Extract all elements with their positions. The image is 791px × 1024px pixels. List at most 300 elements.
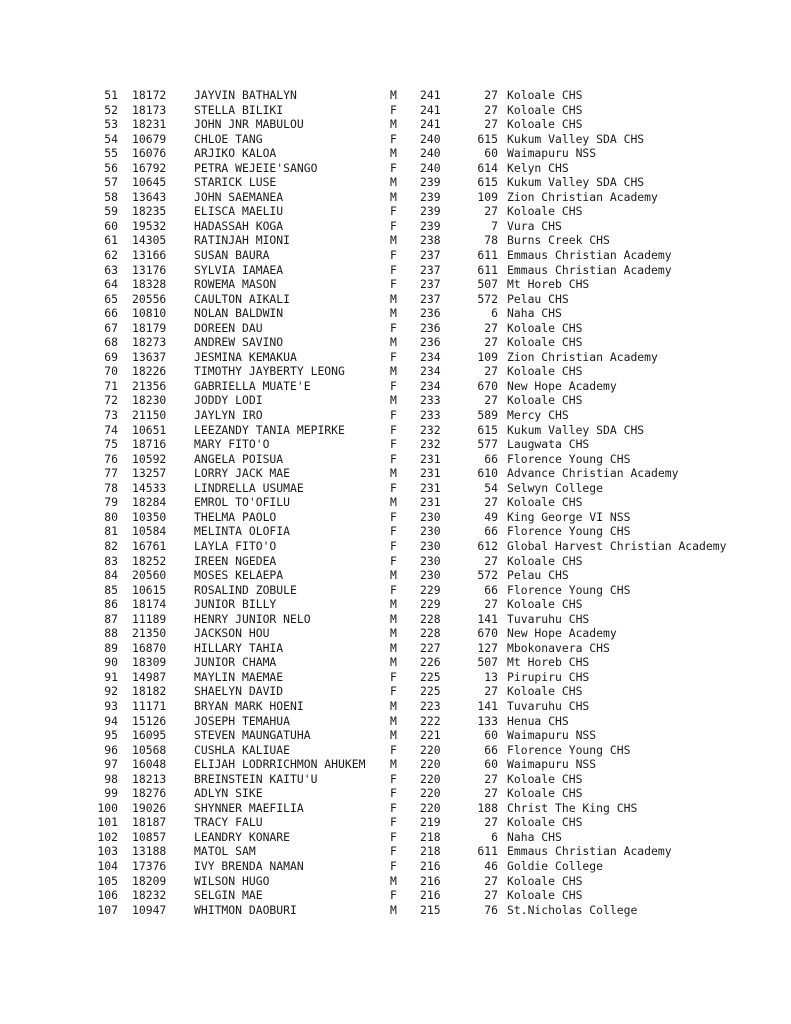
cell-team-name: Koloale CHS <box>507 684 583 699</box>
cell-bib: 20560 <box>132 568 167 583</box>
cell-rank: 104 <box>97 858 118 873</box>
cell-team-name: King George VI NSS <box>507 509 631 524</box>
cell-bib: 18187 <box>132 815 167 830</box>
cell-score: 229 <box>420 582 441 597</box>
results-table-body <box>88 88 726 917</box>
cell-name: HILLARY TAHIA <box>194 640 284 655</box>
cell-name: CHLOE TANG <box>194 131 263 146</box>
cell-bib: 15126 <box>132 713 167 728</box>
cell-rank: 87 <box>104 611 118 626</box>
cell-team-name: Goldie College <box>507 858 604 873</box>
cell-team-name: Koloale CHS <box>507 393 583 408</box>
cell-team-name: Koloale CHS <box>507 88 583 102</box>
table-row <box>88 161 726 176</box>
cell-score: 237 <box>420 291 441 306</box>
cell-bib: 16792 <box>132 160 167 175</box>
cell-team-name: Kelyn CHS <box>507 160 569 175</box>
cell-bib: 18235 <box>132 204 167 219</box>
table-row <box>88 641 726 656</box>
cell-team-name: Waimapuru NSS <box>507 146 597 161</box>
table-row <box>88 292 726 307</box>
cell-rank: 73 <box>104 408 118 423</box>
cell-rank: 60 <box>104 218 118 233</box>
cell-score: 225 <box>420 669 441 684</box>
cell-sex: F <box>390 102 397 117</box>
cell-rank: 51 <box>104 88 118 102</box>
cell-team-name: Emmaus Christian Academy <box>507 262 672 277</box>
cell-rank: 64 <box>104 277 118 292</box>
cell-rank: 65 <box>104 291 118 306</box>
cell-team-name: Christ The King CHS <box>507 800 638 815</box>
cell-team-number: 27 <box>484 815 498 830</box>
cell-bib: 18209 <box>132 873 167 888</box>
cell-team-number: 66 <box>484 524 498 539</box>
cell-name: LEANDRY KONARE <box>194 829 291 844</box>
cell-team-number: 6 <box>491 306 498 321</box>
cell-rank: 80 <box>104 509 118 524</box>
cell-name: EMROL TO'OFILU <box>194 495 291 510</box>
cell-team-name: Naha CHS <box>507 306 562 321</box>
cell-team-number: 27 <box>484 495 498 510</box>
cell-rank: 99 <box>104 786 118 801</box>
cell-bib: 13643 <box>132 189 167 204</box>
cell-sex: M <box>390 466 397 481</box>
cell-team-number: 612 <box>477 538 498 553</box>
cell-team-number: 76 <box>484 902 498 917</box>
cell-team-name: Emmaus Christian Academy <box>507 844 672 859</box>
cell-team-number: 589 <box>477 408 498 423</box>
cell-sex: F <box>390 262 397 277</box>
cell-score: 220 <box>420 757 441 772</box>
cell-team-name: Pirupiru CHS <box>507 669 590 684</box>
cell-bib: 18231 <box>132 117 167 132</box>
cell-name: MOSES KELAEPA <box>194 568 284 583</box>
cell-score: 220 <box>420 771 441 786</box>
cell-rank: 107 <box>97 902 118 917</box>
cell-score: 220 <box>420 786 441 801</box>
table-row <box>88 437 726 452</box>
cell-bib: 18172 <box>132 88 167 102</box>
table-row <box>88 583 726 598</box>
cell-name: STELLA BILIKI <box>194 102 284 117</box>
cell-name: ROSALIND ZOBULE <box>194 582 297 597</box>
cell-team-number: 188 <box>477 800 498 815</box>
cell-rank: 92 <box>104 684 118 699</box>
cell-team-name: Koloale CHS <box>507 815 583 830</box>
cell-name: BRYAN MARK HOENI <box>194 698 304 713</box>
cell-sex: M <box>390 291 397 306</box>
cell-score: 231 <box>420 495 441 510</box>
table-row <box>88 554 726 569</box>
table-row <box>88 248 726 263</box>
cell-sex: M <box>390 640 397 655</box>
cell-name: JOHN JNR MABULOU <box>194 117 304 132</box>
cell-rank: 100 <box>97 800 118 815</box>
table-row <box>88 306 726 321</box>
cell-name: JESMINA KEMAKUA <box>194 349 297 364</box>
cell-bib: 10651 <box>132 422 167 437</box>
cell-sex: F <box>390 786 397 801</box>
cell-team-name: Tuvaruhu CHS <box>507 698 590 713</box>
table-row <box>88 364 726 379</box>
cell-team-name: Pelau CHS <box>507 568 569 583</box>
table-row <box>88 684 726 699</box>
cell-score: 221 <box>420 728 441 743</box>
cell-team-number: 66 <box>484 582 498 597</box>
table-row <box>88 903 726 918</box>
table-row <box>88 379 726 394</box>
cell-name: JAYVIN BATHALYN <box>194 88 297 102</box>
cell-team-name: Koloale CHS <box>507 102 583 117</box>
cell-name: THELMA PAOLO <box>194 509 277 524</box>
cell-score: 230 <box>420 553 441 568</box>
cell-team-name: Koloale CHS <box>507 495 583 510</box>
cell-team-name: Burns Creek CHS <box>507 233 610 248</box>
cell-team-name: Kukum Valley SDA CHS <box>507 175 645 190</box>
cell-sex: F <box>390 408 397 423</box>
cell-team-name: Mercy CHS <box>507 408 569 423</box>
cell-name: MARY FITO'O <box>194 437 270 452</box>
cell-team-name: Waimapuru NSS <box>507 728 597 743</box>
cell-score: 240 <box>420 146 441 161</box>
cell-team-number: 577 <box>477 437 498 452</box>
cell-bib: 21350 <box>132 626 167 641</box>
cell-sex: F <box>390 131 397 146</box>
cell-sex: F <box>390 248 397 263</box>
cell-score: 230 <box>420 538 441 553</box>
table-row <box>88 757 726 772</box>
cell-sex: F <box>390 553 397 568</box>
table-row <box>88 815 726 830</box>
cell-bib: 18716 <box>132 437 167 452</box>
cell-team-number: 60 <box>484 728 498 743</box>
cell-score: 228 <box>420 611 441 626</box>
cell-name: JACKSON HOU <box>194 626 270 641</box>
cell-rank: 95 <box>104 728 118 743</box>
cell-rank: 78 <box>104 480 118 495</box>
table-row <box>88 408 726 423</box>
cell-rank: 105 <box>97 873 118 888</box>
cell-name: JUNIOR BILLY <box>194 597 277 612</box>
cell-team-name: Florence Young CHS <box>507 582 631 597</box>
cell-name: CUSHLA KALIUAE <box>194 742 291 757</box>
cell-score: 229 <box>420 597 441 612</box>
cell-team-number: 46 <box>484 858 498 873</box>
cell-score: 230 <box>420 509 441 524</box>
cell-score: 228 <box>420 626 441 641</box>
cell-team-name: Henua CHS <box>507 713 569 728</box>
cell-team-number: 507 <box>477 655 498 670</box>
cell-sex: F <box>390 480 397 495</box>
cell-bib: 13637 <box>132 349 167 364</box>
cell-rank: 55 <box>104 146 118 161</box>
cell-score: 231 <box>420 451 441 466</box>
cell-team-number: 27 <box>484 364 498 379</box>
table-row <box>88 510 726 525</box>
cell-name: ANGELA POISUA <box>194 451 284 466</box>
cell-team-number: 60 <box>484 757 498 772</box>
cell-team-name: Koloale CHS <box>507 364 583 379</box>
cell-name: IVY BRENDA NAMAN <box>194 858 304 873</box>
cell-score: 234 <box>420 364 441 379</box>
cell-bib: 13188 <box>132 844 167 859</box>
cell-bib: 19532 <box>132 218 167 233</box>
cell-score: 231 <box>420 466 441 481</box>
cell-rank: 103 <box>97 844 118 859</box>
cell-rank: 56 <box>104 160 118 175</box>
cell-sex: M <box>390 611 397 626</box>
cell-team-name: Florence Young CHS <box>507 524 631 539</box>
cell-team-number: 141 <box>477 611 498 626</box>
cell-rank: 102 <box>97 829 118 844</box>
cell-name: HADASSAH KOGA <box>194 218 284 233</box>
cell-rank: 91 <box>104 669 118 684</box>
cell-sex: M <box>390 335 397 350</box>
cell-team-name: Koloale CHS <box>507 888 583 903</box>
cell-name: LORRY JACK MAE <box>194 466 291 481</box>
cell-team-name: Emmaus Christian Academy <box>507 248 672 263</box>
cell-sex: M <box>390 233 397 248</box>
table-row <box>88 874 726 889</box>
cell-name: ROWEMA MASON <box>194 277 277 292</box>
cell-score: 239 <box>420 175 441 190</box>
table-row <box>88 888 726 903</box>
cell-sex: M <box>390 626 397 641</box>
cell-sex: F <box>390 204 397 219</box>
table-row <box>88 612 726 627</box>
cell-sex: F <box>390 218 397 233</box>
cell-rank: 85 <box>104 582 118 597</box>
table-row <box>88 844 726 859</box>
cell-team-number: 614 <box>477 160 498 175</box>
cell-bib: 18284 <box>132 495 167 510</box>
table-row <box>88 495 726 510</box>
table-row <box>88 481 726 496</box>
table-row <box>88 146 726 161</box>
cell-rank: 71 <box>104 378 118 393</box>
cell-team-number: 611 <box>477 844 498 859</box>
cell-rank: 94 <box>104 713 118 728</box>
cell-bib: 16870 <box>132 640 167 655</box>
cell-score: 241 <box>420 102 441 117</box>
table-row <box>88 233 726 248</box>
cell-sex: M <box>390 728 397 743</box>
cell-sex: F <box>390 669 397 684</box>
cell-name: JUNIOR CHAMA <box>194 655 277 670</box>
cell-bib: 18230 <box>132 393 167 408</box>
cell-sex: M <box>390 393 397 408</box>
cell-score: 236 <box>420 335 441 350</box>
cell-rank: 54 <box>104 131 118 146</box>
cell-team-name: Mbokonavera CHS <box>507 640 610 655</box>
results-table <box>88 88 726 917</box>
cell-team-number: 615 <box>477 131 498 146</box>
cell-name: STEVEN MAUNGATUHA <box>194 728 311 743</box>
cell-name: RATINJAH MIONI <box>194 233 291 248</box>
cell-rank: 63 <box>104 262 118 277</box>
cell-team-number: 27 <box>484 320 498 335</box>
cell-score: 231 <box>420 480 441 495</box>
cell-team-name: Florence Young CHS <box>507 742 631 757</box>
table-row <box>88 88 726 103</box>
table-row <box>88 670 726 685</box>
cell-bib: 18213 <box>132 771 167 786</box>
cell-bib: 10592 <box>132 451 167 466</box>
cell-sex: M <box>390 495 397 510</box>
cell-name: SYLVIA IAMAEA <box>194 262 284 277</box>
cell-team-number: 27 <box>484 117 498 132</box>
table-row <box>88 190 726 205</box>
cell-team-number: 670 <box>477 626 498 641</box>
cell-team-number: 610 <box>477 466 498 481</box>
cell-bib: 10584 <box>132 524 167 539</box>
cell-score: 230 <box>420 568 441 583</box>
cell-team-name: Zion Christian Academy <box>507 349 658 364</box>
cell-bib: 18276 <box>132 786 167 801</box>
cell-name: SUSAN BAURA <box>194 248 270 263</box>
cell-name: ELIJAH LODRRICHMON AHUKEM <box>194 757 366 772</box>
table-row <box>88 219 726 234</box>
cell-team-number: 54 <box>484 480 498 495</box>
cell-team-number: 60 <box>484 146 498 161</box>
cell-sex: M <box>390 698 397 713</box>
cell-bib: 14987 <box>132 669 167 684</box>
cell-team-number: 141 <box>477 698 498 713</box>
cell-bib: 10615 <box>132 582 167 597</box>
cell-team-name: Laugwata CHS <box>507 437 590 452</box>
cell-rank: 75 <box>104 437 118 452</box>
table-row <box>88 175 726 190</box>
cell-team-name: Naha CHS <box>507 829 562 844</box>
table-row <box>88 699 726 714</box>
cell-sex: F <box>390 858 397 873</box>
cell-team-name: St.Nicholas College <box>507 902 638 917</box>
cell-team-number: 670 <box>477 378 498 393</box>
table-row <box>88 335 726 350</box>
cell-sex: F <box>390 320 397 335</box>
cell-sex: F <box>390 437 397 452</box>
cell-name: JOHN SAEMANEA <box>194 189 284 204</box>
cell-rank: 82 <box>104 538 118 553</box>
cell-name: STARICK LUSE <box>194 175 277 190</box>
cell-team-name: Koloale CHS <box>507 335 583 350</box>
cell-score: 237 <box>420 277 441 292</box>
cell-name: WHITMON DAOBURI <box>194 902 297 917</box>
cell-sex: M <box>390 568 397 583</box>
cell-rank: 52 <box>104 102 118 117</box>
cell-name: TIMOTHY JAYBERTY LEONG <box>194 364 345 379</box>
cell-bib: 10810 <box>132 306 167 321</box>
cell-name: ARJIKO KALOA <box>194 146 277 161</box>
cell-name: NOLAN BALDWIN <box>194 306 284 321</box>
cell-team-name: Mt Horeb CHS <box>507 655 590 670</box>
table-row <box>88 786 726 801</box>
cell-bib: 18182 <box>132 684 167 699</box>
cell-rank: 59 <box>104 204 118 219</box>
cell-name: LAYLA FITO'O <box>194 538 277 553</box>
cell-rank: 101 <box>97 815 118 830</box>
cell-team-number: 127 <box>477 640 498 655</box>
table-row <box>88 423 726 438</box>
cell-score: 215 <box>420 902 441 917</box>
cell-rank: 74 <box>104 422 118 437</box>
cell-bib: 16095 <box>132 728 167 743</box>
cell-team-name: Pelau CHS <box>507 291 569 306</box>
cell-team-number: 109 <box>477 189 498 204</box>
table-row <box>88 743 726 758</box>
cell-sex: F <box>390 422 397 437</box>
cell-team-number: 66 <box>484 742 498 757</box>
cell-score: 240 <box>420 131 441 146</box>
cell-bib: 21150 <box>132 408 167 423</box>
cell-team-name: Koloale CHS <box>507 786 583 801</box>
cell-team-number: 27 <box>484 684 498 699</box>
cell-name: MAYLIN MAEMAE <box>194 669 284 684</box>
cell-bib: 18273 <box>132 335 167 350</box>
table-row <box>88 263 726 278</box>
cell-score: 227 <box>420 640 441 655</box>
cell-name: TRACY FALU <box>194 815 263 830</box>
cell-score: 240 <box>420 160 441 175</box>
table-row <box>88 277 726 292</box>
cell-team-number: 507 <box>477 277 498 292</box>
cell-bib: 13166 <box>132 248 167 263</box>
cell-team-number: 27 <box>484 888 498 903</box>
cell-name: ELISCA MAELIU <box>194 204 284 219</box>
table-row <box>88 117 726 132</box>
cell-rank: 76 <box>104 451 118 466</box>
cell-sex: M <box>390 713 397 728</box>
cell-rank: 81 <box>104 524 118 539</box>
cell-sex: F <box>390 277 397 292</box>
cell-rank: 93 <box>104 698 118 713</box>
table-row <box>88 801 726 816</box>
cell-sex: F <box>390 582 397 597</box>
cell-rank: 98 <box>104 771 118 786</box>
cell-bib: 19026 <box>132 800 167 815</box>
cell-name: WILSON HUGO <box>194 873 270 888</box>
cell-team-name: Global Harvest Christian Academy <box>507 538 727 553</box>
cell-team-number: 27 <box>484 393 498 408</box>
cell-name: ADLYN SIKE <box>194 786 263 801</box>
cell-team-number: 27 <box>484 553 498 568</box>
cell-sex: M <box>390 757 397 772</box>
cell-team-number: 27 <box>484 771 498 786</box>
cell-rank: 83 <box>104 553 118 568</box>
cell-name: DOREEN DAU <box>194 320 263 335</box>
cell-name: ANDREW SAVINO <box>194 335 284 350</box>
table-row <box>88 103 726 118</box>
cell-name: SHYNNER MAEFILIA <box>194 800 304 815</box>
cell-sex: F <box>390 160 397 175</box>
cell-rank: 72 <box>104 393 118 408</box>
cell-score: 220 <box>420 742 441 757</box>
cell-team-number: 13 <box>484 669 498 684</box>
cell-team-number: 611 <box>477 248 498 263</box>
cell-score: 226 <box>420 655 441 670</box>
cell-team-number: 27 <box>484 786 498 801</box>
cell-score: 234 <box>420 349 441 364</box>
table-row <box>88 859 726 874</box>
cell-rank: 57 <box>104 175 118 190</box>
cell-score: 238 <box>420 233 441 248</box>
cell-team-number: 611 <box>477 262 498 277</box>
cell-team-name: Koloale CHS <box>507 873 583 888</box>
cell-name: BREINSTEIN KAITU'U <box>194 771 318 786</box>
cell-rank: 58 <box>104 189 118 204</box>
cell-sex: F <box>390 844 397 859</box>
cell-rank: 62 <box>104 248 118 263</box>
